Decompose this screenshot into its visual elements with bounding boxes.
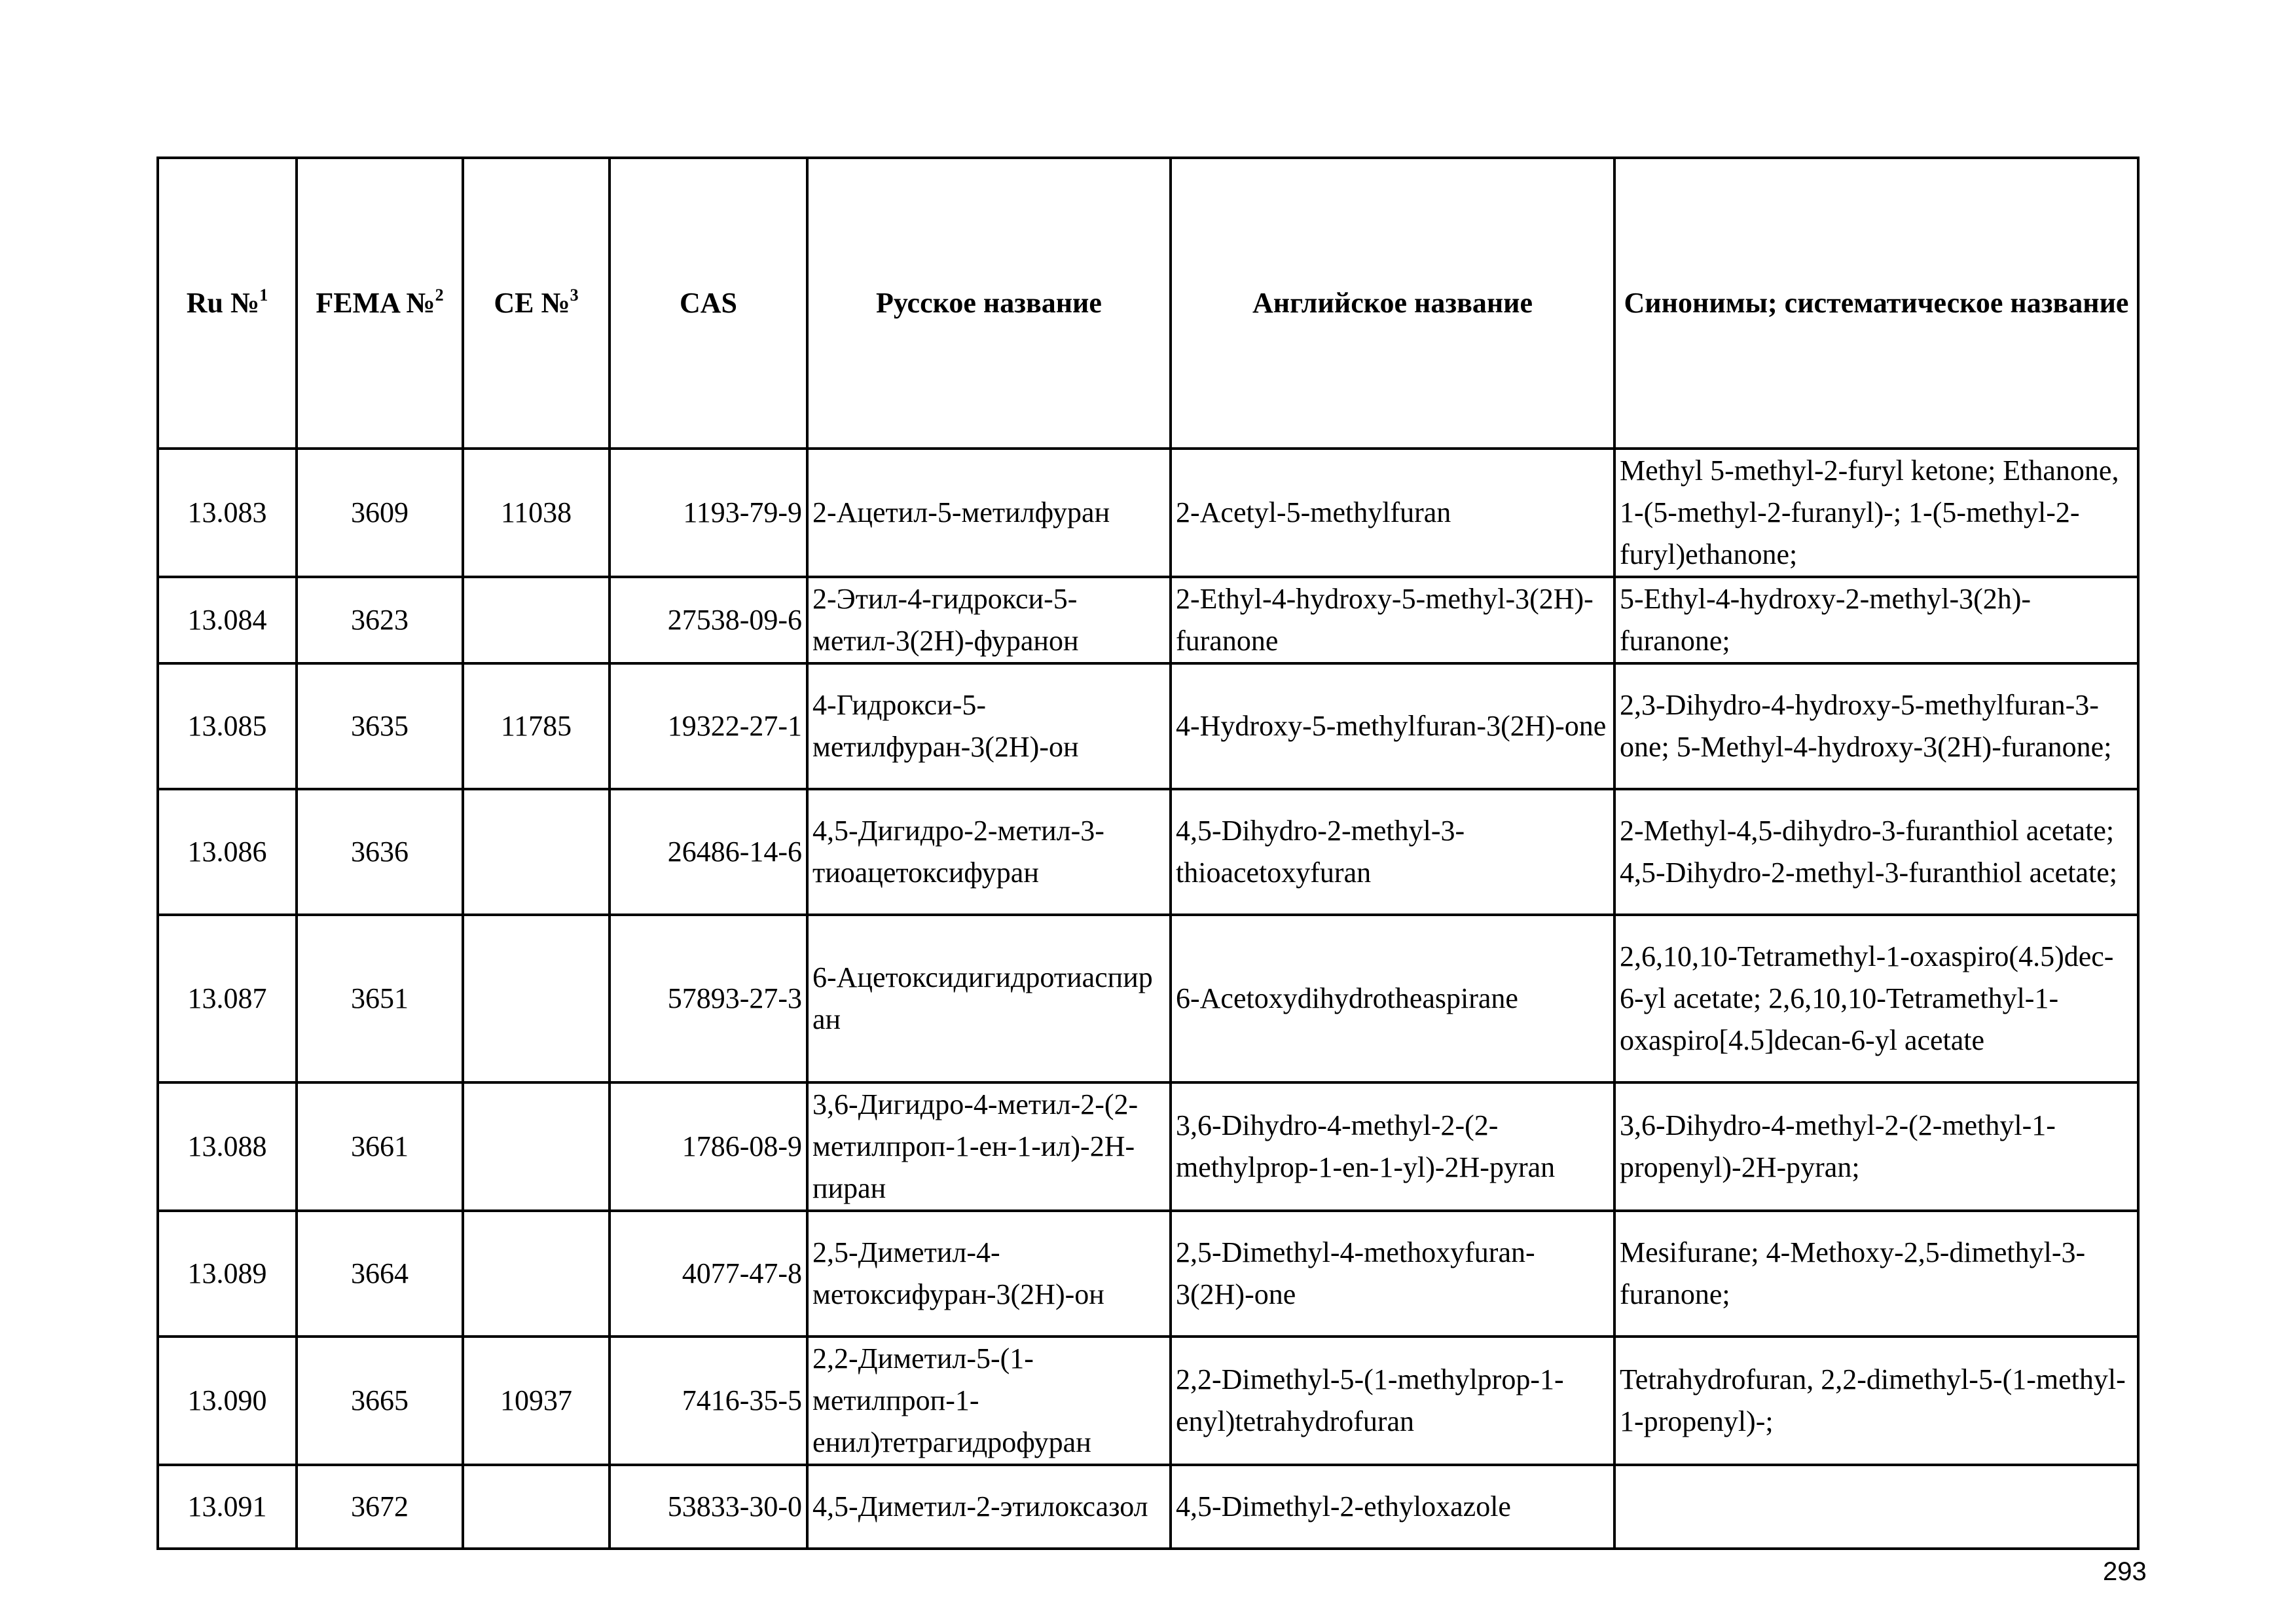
table-row — [158, 449, 2138, 577]
cell-russian-name: 3,6-Дигидро-4-метил-2-(2-метилпроп-1-ен-1-ил)-2H-пиран — [807, 1082, 1171, 1211]
cell-cas: 1193-79-9 — [610, 449, 807, 577]
cell-english-name: 2-Acetyl-5-methylfuran — [1171, 449, 1614, 577]
cell-ru-number: 13.087 — [158, 915, 297, 1082]
cell-ru-number: 13.083 — [158, 449, 297, 577]
header-row — [158, 158, 2138, 449]
cell-synonyms: 3,6-Dihydro-4-methyl-2-(2-methyl-1-propenyl)-2H-pyran; — [1614, 1082, 2138, 1211]
cell-cas: 7416-35-5 — [610, 1337, 807, 1465]
cell-english-name: 4,5-Dimethyl-2-ethyloxazole — [1171, 1465, 1614, 1549]
page-number: 293 — [2103, 1557, 2147, 1586]
cell-synonyms: 2-Methyl-4,5-dihydro-3-furanthiol acetate; 4,5-Dihydro-2-methyl-3-furanthiol acetate; — [1614, 789, 2138, 915]
cell-russian-name: 2,5-Диметил-4-метоксифуран-3(2H)-он — [807, 1211, 1171, 1337]
cell-fema-number: 3636 — [297, 789, 463, 915]
cell-russian-name: 2,2-Диметил-5-(1-метилпроп-1-енил)тетрагидрофуран — [807, 1337, 1171, 1465]
cell-ce-number — [463, 915, 610, 1082]
cell-cas: 1786-08-9 — [610, 1082, 807, 1211]
cell-english-name: 4-Hydroxy-5-methylfuran-3(2H)-one — [1171, 663, 1614, 789]
cell-fema-number: 3623 — [297, 577, 463, 663]
cell-fema-number: 3635 — [297, 663, 463, 789]
cell-english-name: 2-Ethyl-4-hydroxy-5-methyl-3(2H)-furanone — [1171, 577, 1614, 663]
cell-russian-name: 4,5-Диметил-2-этилоксазол — [807, 1465, 1171, 1549]
cell-russian-name: 2-Этил-4-гидрокси-5-метил-3(2H)-фуранон — [807, 577, 1171, 663]
cell-ru-number: 13.089 — [158, 1211, 297, 1337]
flavoring-substances-table — [156, 157, 2140, 1550]
cell-cas: 19322-27-1 — [610, 663, 807, 789]
cell-fema-number: 3609 — [297, 449, 463, 577]
cell-russian-name: 4-Гидрокси-5-метилфуран-3(2H)-он — [807, 663, 1171, 789]
cell-ce-number: 11038 — [463, 449, 610, 577]
cell-synonyms: 2,3-Dihydro-4-hydroxy-5-methylfuran-3-one; 5-Methyl-4-hydroxy-3(2H)-furanone; — [1614, 663, 2138, 789]
cell-ce-number — [463, 1211, 610, 1337]
table-row — [158, 663, 2138, 789]
header-ce-number: CE №$^3$ — [463, 158, 610, 449]
table-row — [158, 577, 2138, 663]
cell-ru-number: 13.090 — [158, 1337, 297, 1465]
cell-synonyms: Mesifurane; 4-Methoxy-2,5-dimethyl-3-furanone; — [1614, 1211, 2138, 1337]
cell-fema-number: 3672 — [297, 1465, 463, 1549]
cell-ce-number — [463, 1465, 610, 1549]
cell-ru-number: 13.085 — [158, 663, 297, 789]
table-row — [158, 1211, 2138, 1337]
cell-ce-number: 11785 — [463, 663, 610, 789]
header-fema-number: FEMA №$^2$ — [297, 158, 463, 449]
cell-fema-number: 3665 — [297, 1337, 463, 1465]
cell-ru-number: 13.091 — [158, 1465, 297, 1549]
header-russian-name: Русское название — [807, 158, 1171, 449]
header-english-name: Английское название — [1171, 158, 1614, 449]
cell-english-name: 4,5-Dihydro-2-methyl-3-thioacetoxyfuran — [1171, 789, 1614, 915]
cell-ce-number — [463, 789, 610, 915]
cell-ce-number — [463, 1082, 610, 1211]
cell-synonyms: 2,6,10,10-Tetramethyl-1-oxaspiro(4.5)dec-6-yl acetate; 2,6,10,10-Tetramethyl-1-oxaspiro[4.5]decan-6-yl acetate — [1614, 915, 2138, 1082]
cell-cas: 26486-14-6 — [610, 789, 807, 915]
cell-synonyms: 5-Ethyl-4-hydroxy-2-methyl-3(2h)-furanone; — [1614, 577, 2138, 663]
table-row — [158, 915, 2138, 1082]
table-row — [158, 789, 2138, 915]
cell-ce-number — [463, 577, 610, 663]
cell-cas: 57893-27-3 — [610, 915, 807, 1082]
cell-synonyms — [1614, 1465, 2138, 1549]
table-row — [158, 1465, 2138, 1549]
cell-cas: 27538-09-6 — [610, 577, 807, 663]
cell-ru-number: 13.088 — [158, 1082, 297, 1211]
cell-ru-number: 13.084 — [158, 577, 297, 663]
cell-synonyms: Tetrahydrofuran, 2,2-dimethyl-5-(1-methyl-1-propenyl)-; — [1614, 1337, 2138, 1465]
cell-fema-number: 3664 — [297, 1211, 463, 1337]
cell-fema-number: 3651 — [297, 915, 463, 1082]
cell-english-name: 2,5-Dimethyl-4-methoxyfuran-3(2H)-one — [1171, 1211, 1614, 1337]
cell-fema-number: 3661 — [297, 1082, 463, 1211]
header-synonyms: Синонимы; систематическое название — [1614, 158, 2138, 449]
cell-russian-name: 4,5-Дигидро-2-метил-3-тиоацетоксифуран — [807, 789, 1171, 915]
cell-synonyms: Methyl 5-methyl-2-furyl ketone; Ethanone, 1-(5-methyl-2-furanyl)-; 1-(5-methyl-2-furyl)ethanone; — [1614, 449, 2138, 577]
cell-ru-number: 13.086 — [158, 789, 297, 915]
cell-russian-name: 2-Ацетил-5-метилфуран — [807, 449, 1171, 577]
header-ru-number: Ru №$^1$ — [158, 158, 297, 449]
cell-english-name: 6-Acetoxydihydrotheaspirane — [1171, 915, 1614, 1082]
cell-cas: 4077-47-8 — [610, 1211, 807, 1337]
table-row — [158, 1082, 2138, 1211]
cell-english-name: 3,6-Dihydro-4-methyl-2-(2-methylprop-1-en-1-yl)-2H-pyran — [1171, 1082, 1614, 1211]
cell-english-name: 2,2-Dimethyl-5-(1-methylprop-1-enyl)tetrahydrofuran — [1171, 1337, 1614, 1465]
table-row — [158, 1337, 2138, 1465]
header-cas: CAS — [610, 158, 807, 449]
cell-ce-number: 10937 — [463, 1337, 610, 1465]
cell-russian-name: 6-Ацетоксидигидротиаспиран — [807, 915, 1171, 1082]
cell-cas: 53833-30-0 — [610, 1465, 807, 1549]
